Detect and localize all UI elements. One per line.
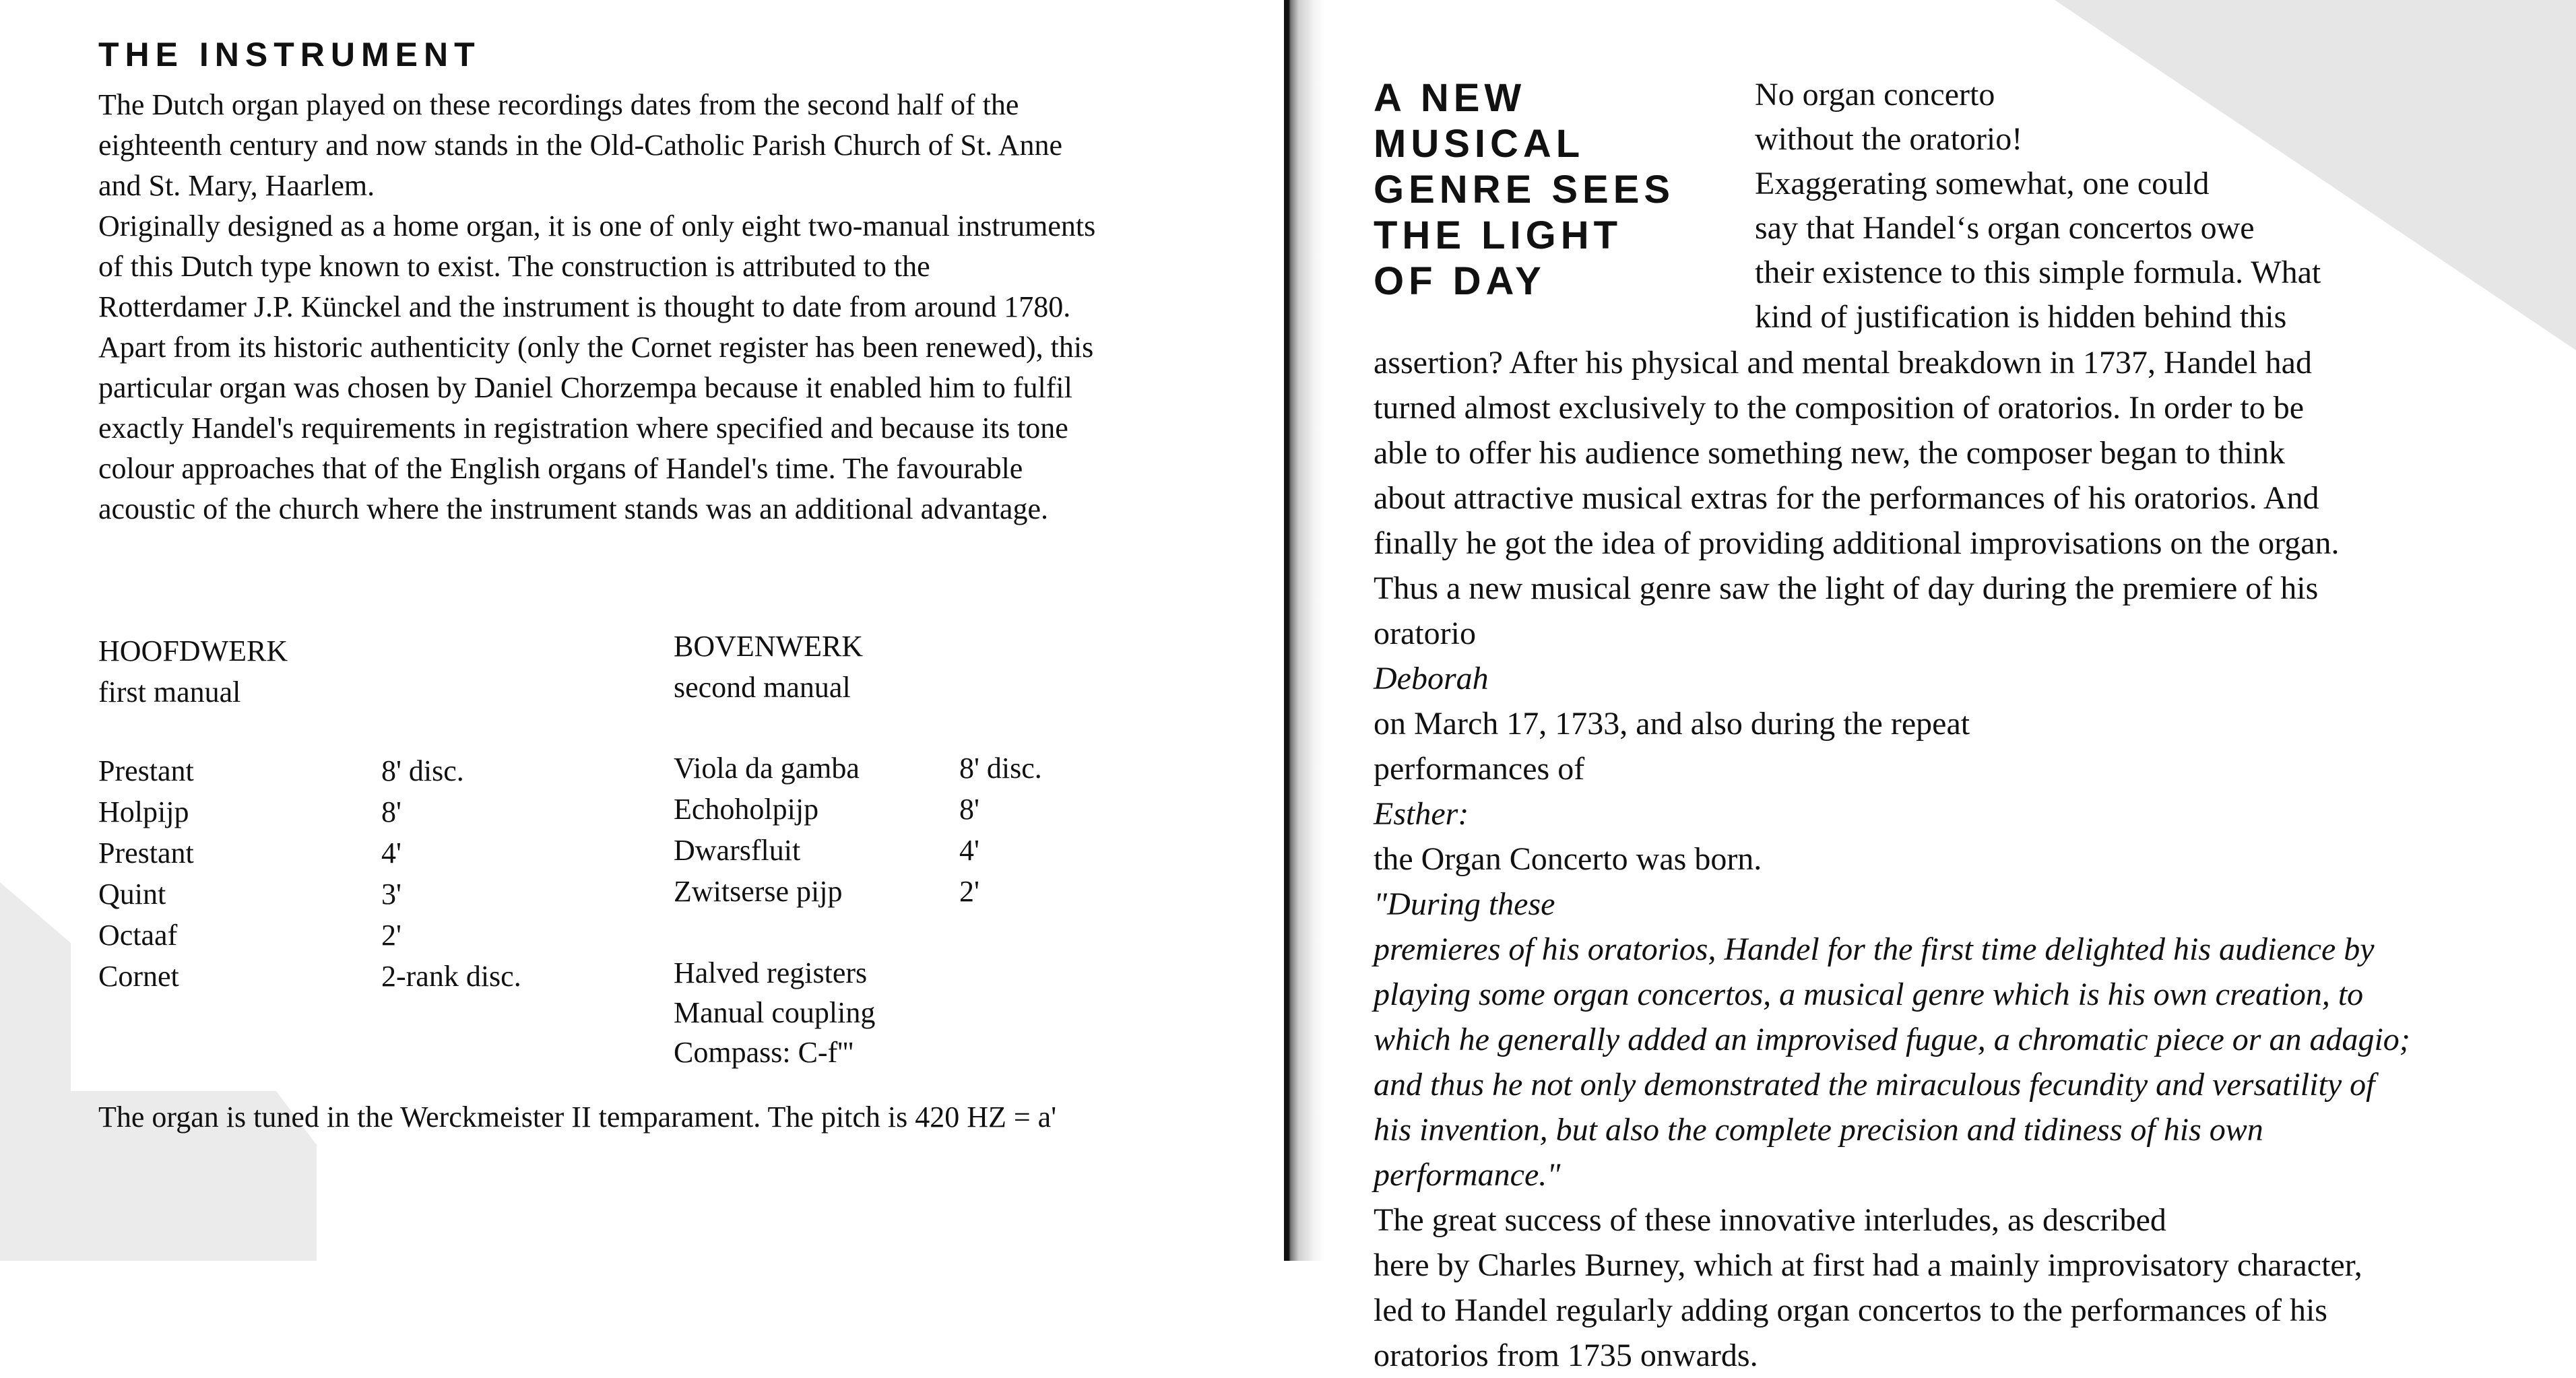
paragraph-line	[1374, 430, 2410, 475]
paragraph-line	[1374, 475, 2410, 521]
paragraph-line	[1374, 746, 2410, 927]
stop-name: Echoholpijp	[674, 793, 819, 826]
intro-line: No organ concerto	[1755, 77, 1995, 112]
intro-line: without the oratorio!	[1755, 121, 2023, 157]
text: turned almost exclusively to the composition of oratorios. In order to be	[1374, 390, 2305, 426]
intro-line: Exaggerating somewhat, one could	[1755, 166, 2210, 201]
paragraph-line: Rotterdamer J.P. Künckel and the instrument is thought to date from around 1780.	[98, 290, 1071, 323]
section-heading-instrument: THE INSTRUMENT	[98, 36, 481, 73]
section-heading-new-genre	[1374, 75, 1675, 304]
intro-paragraph	[1755, 73, 2321, 339]
text: here by Charles Burney, which at first had a mainly improvisatory character,	[1374, 1247, 2362, 1283]
hoofdwerk-title: HOOFDWERK	[98, 634, 288, 667]
text: the Organ Concerto was born.	[1374, 841, 1762, 877]
paragraph-line: The Dutch organ played on these recordings dates from the second half of the	[98, 88, 1019, 121]
instrument-paragraph	[98, 85, 1095, 529]
stop-size: 8'	[381, 795, 401, 828]
text: assertion? After his physical and mental breakdown in 1737, Handel had	[1374, 345, 2312, 381]
italic-text: which he generally added an improvised fugue, a chromatic piece or an adagio;	[1374, 1022, 2410, 1057]
paragraph-line	[1374, 1017, 2410, 1062]
text: led to Handel regularly adding organ concertos to the performances of his	[1374, 1292, 2327, 1328]
text: oratorios from 1735 onwards.	[1374, 1338, 1758, 1373]
paragraph-line: and St. Mary, Haarlem.	[98, 169, 375, 202]
paragraph-line	[1374, 1333, 2410, 1378]
tuning-footer: The organ is tuned in the Werckmeister II temparament. The pitch is 420 HZ = a'	[98, 1101, 1057, 1134]
main-paragraph	[1374, 340, 2410, 1378]
organ-note: Compass: C-f'''	[674, 1036, 854, 1069]
paragraph-line: colour approaches that of the English organs of Handel's time. The favourable	[98, 452, 1023, 485]
hoofdwerk-stop-sizes	[381, 750, 521, 997]
heading-line: A NEW	[1374, 76, 1526, 120]
text: The great success of these innovative interludes, as described	[1374, 1202, 2166, 1238]
paragraph-line	[1374, 611, 2410, 746]
organ-note: Manual coupling	[674, 996, 876, 1029]
intro-line: say that Handel‘s organ concertos owe	[1755, 210, 2255, 246]
italic-text: his invention, but also the complete precision and tidiness of his own	[1374, 1112, 2263, 1148]
paragraph-line	[1374, 340, 2410, 385]
text: about attractive musical extras for the performances of his oratorios. And	[1374, 480, 2319, 516]
text: Thus a new musical genre saw the light of day during the premiere of his	[1374, 570, 2319, 606]
hoofdwerk-subtitle: first manual	[98, 676, 241, 709]
paragraph-line	[1374, 566, 2410, 611]
paragraph-line: of this Dutch type known to exist. The construction is attributed to the	[98, 250, 930, 283]
stop-name: Zwitserse pijp	[674, 875, 843, 908]
bovenwerk-header	[674, 626, 863, 708]
text: finally he got the idea of providing additional improvisations on the organ.	[1374, 525, 2340, 561]
hoofdwerk-header	[98, 630, 288, 713]
paragraph-line	[1374, 972, 2410, 1017]
stop-size: 3'	[381, 878, 401, 911]
stop-size: 8'	[959, 793, 979, 826]
stop-size: 8' disc.	[381, 754, 464, 787]
paragraph-line: particular organ was chosen by Daniel Chorzempa because it enabled him to fulfil	[98, 371, 1072, 404]
text: performances of	[1374, 751, 1585, 787]
stop-name: Cornet	[98, 960, 179, 993]
italic-text: "During these	[1374, 886, 1555, 922]
paragraph-line: Apart from its historic authenticity (only the Cornet register has been renewed), this	[98, 331, 1094, 364]
bovenwerk-stop-names	[674, 748, 860, 912]
stop-name: Quint	[98, 878, 166, 911]
stop-size: 4'	[381, 836, 401, 870]
hoofdwerk-stop-names	[98, 750, 194, 997]
stop-name: Holpijp	[98, 795, 189, 828]
italic-text: Esther:	[1374, 796, 1469, 832]
text: on March 17, 1733, and also during the repeat	[1374, 706, 1970, 742]
paragraph-line	[1374, 1107, 2410, 1152]
paragraph-line	[1374, 521, 2410, 566]
paragraph-line	[1374, 1288, 2410, 1333]
stop-size: 8' disc.	[959, 752, 1042, 785]
heading-line: MUSICAL	[1374, 122, 1585, 166]
paragraph-line: Originally designed as a home organ, it is one of only eight two-manual instruments	[98, 209, 1096, 242]
stop-size: 2'	[959, 875, 979, 908]
stop-name: Prestant	[98, 836, 194, 870]
stop-size: 2'	[381, 919, 401, 952]
paragraph-line: acoustic of the church where the instrument stands was an additional advantage.	[98, 492, 1048, 525]
italic-text: premieres of his oratorios, Handel for the first time delighted his audience by	[1374, 931, 2375, 967]
stop-size: 4'	[959, 834, 979, 867]
paragraph-line	[1374, 385, 2410, 430]
italic-text: Deborah	[1374, 661, 1489, 696]
paragraph-line	[1374, 1152, 2410, 1243]
text: oratorio	[1374, 616, 1476, 651]
bovenwerk-stop-sizes	[959, 748, 1042, 912]
bovenwerk-subtitle: second manual	[674, 671, 851, 704]
paragraph-line: exactly Handel's requirements in registration where specified and because its tone	[98, 412, 1068, 445]
stop-name: Dwarsfluit	[674, 834, 801, 867]
heading-line: THE LIGHT	[1374, 214, 1623, 257]
organ-note: Halved registers	[674, 956, 868, 989]
paragraph-line	[1374, 927, 2410, 972]
text: able to offer his audience something new, the composer began to think	[1374, 435, 2285, 471]
heading-line: OF DAY	[1374, 259, 1546, 303]
heading-line: GENRE SEES	[1374, 168, 1675, 211]
paragraph-line: eighteenth century and now stands in the Old-Catholic Parish Church of St. Anne	[98, 129, 1062, 162]
italic-text: and thus he not only demonstrated the miraculous fecundity and versatility of	[1374, 1067, 2375, 1103]
intro-line: kind of justification is hidden behind this	[1755, 299, 2287, 335]
italic-text: performance."	[1374, 1157, 1561, 1193]
stop-name: Octaaf	[98, 919, 178, 952]
stop-name: Viola da gamba	[674, 752, 860, 785]
bovenwerk-title: BOVENWERK	[674, 630, 864, 663]
stop-size: 2-rank disc.	[381, 960, 521, 993]
paragraph-line	[1374, 1062, 2410, 1107]
stop-name: Prestant	[98, 754, 194, 787]
paragraph-line	[1374, 1243, 2410, 1288]
bovenwerk-notes	[674, 953, 875, 1072]
italic-text: playing some organ concertos, a musical genre which is his own creation, to	[1374, 977, 2364, 1012]
booklet-spine-fold	[1284, 0, 1324, 1261]
intro-line: their existence to this simple formula. What	[1755, 255, 2321, 290]
